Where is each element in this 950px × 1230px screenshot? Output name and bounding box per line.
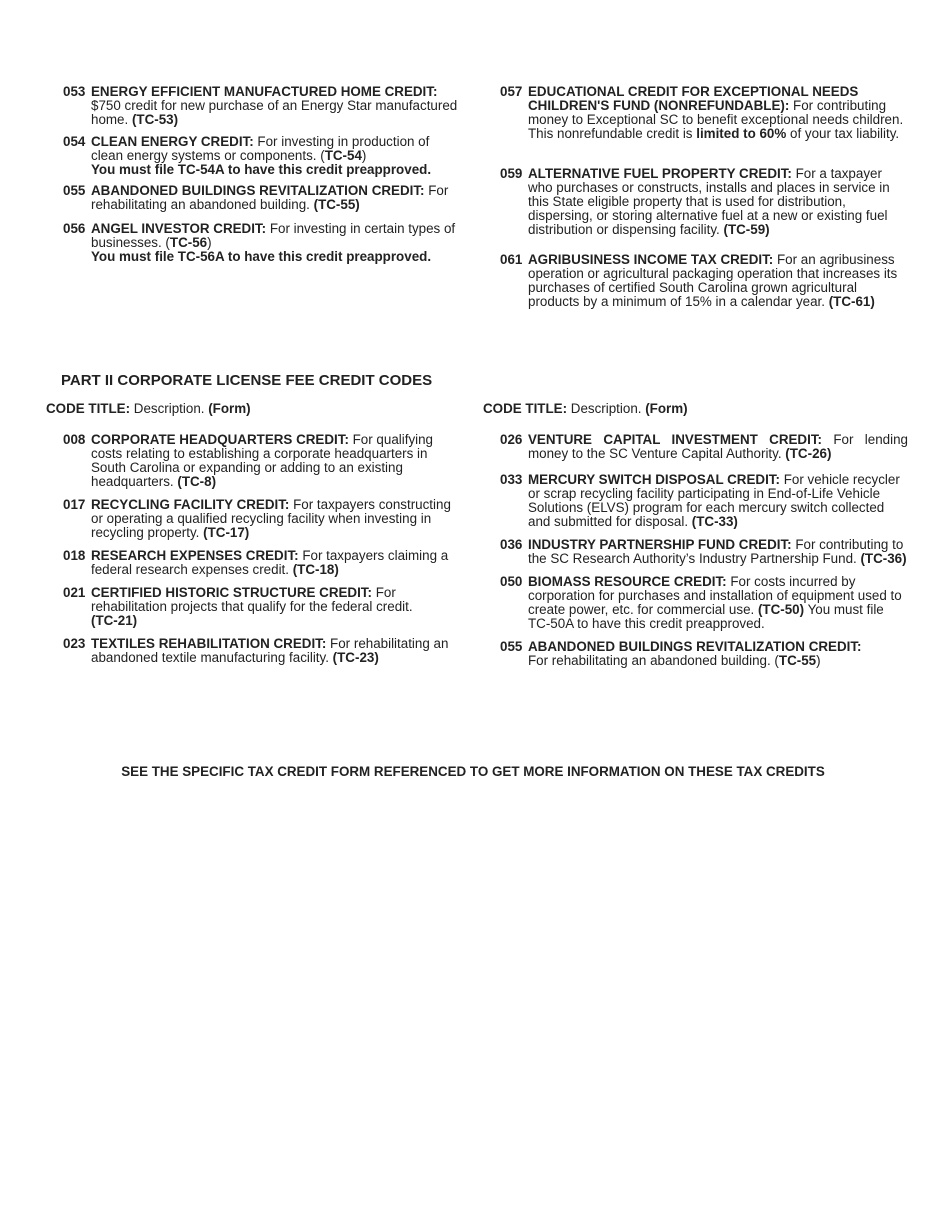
- credit-form: (TC-55): [313, 197, 360, 212]
- credit-title: ABANDONED BUILDINGS REVITALIZATION CREDIT:: [528, 639, 862, 654]
- credit-description-after: You must file TC-50A to have this credit preapproved.: [528, 602, 884, 631]
- part1-right-column: [500, 85, 908, 309]
- credit-code: 036: [500, 537, 523, 552]
- credit-code: 021: [63, 585, 86, 600]
- credit-entry-053: [63, 85, 463, 127]
- credit-emphasis: limited to 60%: [696, 126, 787, 141]
- credit-description: $750 credit for new purchase of an Energy Star manufactured home.: [91, 98, 458, 127]
- part2-left-column: [63, 433, 463, 665]
- credit-code: 026: [500, 432, 523, 447]
- credit-title: MERCURY SWITCH DISPOSAL CREDIT:: [528, 472, 780, 487]
- credit-description: For investing in certain types of businesses. (: [91, 221, 456, 250]
- credit-title: ABANDONED BUILDINGS REVITALIZATION CREDIT:: [91, 183, 425, 198]
- credit-title: BIOMASS RESOURCE CREDIT:: [528, 574, 727, 589]
- credit-description: For costs incurred by corporation for purchases and installation of equipment used to create power, etc. for commercial use.: [528, 574, 902, 617]
- credit-entry-008: [63, 433, 463, 489]
- code-title-label: CODE TITLE:: [483, 401, 568, 416]
- part2-right-column: [500, 433, 908, 668]
- credit-description: For an agribusiness operation or agricultural packaging operation that increases its purchases of certified South Carolina grown agricultural products by a minimum of 15% in a calendar year.: [528, 252, 898, 309]
- credit-description: For vehicle recycler or scrap recycling facility participating in End-of-Life Vehicle Solutions (ELVS) program for each mercury switch collected and submitted for disposal.: [528, 472, 900, 529]
- credit-description: For taxpayers constructing or operating a qualified recycling facility when investing in recycling property.: [91, 497, 451, 540]
- credit-form: (TC-61): [828, 294, 875, 309]
- credit-description: For contributing to the SC Research Authority’s Industry Partnership Fund.: [528, 537, 904, 566]
- credit-entry-026: [500, 433, 908, 461]
- credit-form: TC-55: [778, 653, 817, 668]
- credit-code: 008: [63, 432, 86, 447]
- credit-code: 054: [63, 134, 86, 149]
- credit-description-after: ): [361, 148, 367, 163]
- credit-entry-056: [63, 222, 463, 264]
- credit-title: RECYCLING FACILITY CREDIT:: [91, 497, 290, 512]
- credit-title: ALTERNATIVE FUEL PROPERTY CREDIT:: [528, 166, 792, 181]
- credit-form: (TC-50): [757, 602, 805, 617]
- footer-note: SEE THE SPECIFIC TAX CREDIT FORM REFERENCED TO GET MORE INFORMATION ON THESE TAX CREDITS: [121, 764, 825, 779]
- credit-entry-023: [63, 637, 463, 665]
- code-title-header-right: [483, 402, 688, 416]
- credit-description: For rehabilitating an abandoned building. (: [528, 653, 779, 668]
- credit-description: For contributing money to Exceptional SC to benefit exceptional needs children. This nonrefundable credit is: [528, 98, 904, 141]
- credit-title: ANGEL INVESTOR CREDIT:: [91, 221, 267, 236]
- credit-form: (TC-53): [131, 112, 179, 127]
- credit-form: (TC-23): [332, 650, 379, 665]
- credit-title: VENTURE CAPITAL INVESTMENT CREDIT:: [528, 432, 822, 447]
- credit-description-after: ): [207, 235, 212, 250]
- credit-entry-036: [500, 538, 908, 566]
- credit-form: (TC-59): [723, 222, 770, 237]
- credit-description: For a taxpayer who purchases or constructs, installs and places in service in this State eligible property that is used for distribution, dispersing, or storing alternative fuel at a new or existing fuel distribution or dispensing facility.: [528, 166, 890, 237]
- description-label: Description.: [130, 401, 209, 416]
- credit-form: (TC-18): [292, 562, 339, 577]
- credit-note: You must file TC-56A to have this credit preapproved.: [91, 249, 432, 264]
- credit-title: INDUSTRY PARTNERSHIP FUND CREDIT:: [528, 537, 792, 552]
- credit-description: For investing in production of clean energy systems or components. (: [91, 134, 430, 163]
- credit-title: ENERGY EFFICIENT MANUFACTURED HOME CREDIT:: [91, 84, 438, 99]
- credit-entry-055: [63, 184, 463, 212]
- form-label: (Form): [645, 401, 688, 416]
- credit-code: 018: [63, 548, 86, 563]
- credit-code: 053: [63, 84, 86, 99]
- credit-entry-033: [500, 473, 908, 529]
- credit-code: 023: [63, 636, 86, 651]
- credit-form: (TC-17): [203, 525, 250, 540]
- credit-title: CORPORATE HEADQUARTERS CREDIT:: [91, 432, 349, 447]
- credit-form: TC-56: [169, 235, 208, 250]
- credit-form: (TC-36): [860, 551, 907, 566]
- credit-form: (TC-33): [691, 514, 738, 529]
- credit-description: For lending money to the SC Venture Capital Authority.: [528, 432, 908, 461]
- credit-form: TC-54: [324, 148, 362, 163]
- credit-code: 033: [500, 472, 523, 487]
- credit-code: 017: [63, 497, 86, 512]
- part1-left-column: [63, 85, 463, 264]
- credit-title: CERTIFIED HISTORIC STRUCTURE CREDIT:: [91, 585, 372, 600]
- credit-entry-018: [63, 549, 463, 577]
- credit-code: 055: [63, 183, 86, 198]
- credit-description: For rehabilitation projects that qualify for the federal credit.: [91, 585, 413, 614]
- credit-title: TEXTILES REHABILITATION CREDIT:: [91, 636, 327, 651]
- credit-entry-021: [63, 586, 463, 628]
- credit-description: For rehabilitating an abandoned textile manufacturing facility.: [91, 636, 449, 665]
- code-title-label: CODE TITLE:: [46, 401, 131, 416]
- credit-form: (TC-21): [91, 613, 138, 628]
- credit-code: 057: [500, 84, 523, 99]
- part2-title: PART II CORPORATE LICENSE FEE CREDIT CODES: [61, 372, 433, 389]
- credit-code: 050: [500, 574, 523, 589]
- credit-entry-054: [63, 135, 463, 177]
- credit-entry-055-corporate: [500, 640, 908, 668]
- credit-description: For rehabilitating an abandoned building.: [91, 183, 449, 212]
- credit-code: 056: [63, 221, 86, 236]
- credit-description: For qualifying costs relating to establishing a corporate headquarters in South Carolina or expanding or adding to an existing headquarters.: [91, 432, 434, 489]
- credit-entry-061: [500, 253, 908, 309]
- credit-code: 061: [500, 252, 523, 267]
- credit-code: 055: [500, 639, 523, 654]
- credit-entry-059: [500, 167, 908, 237]
- credit-title: RESEARCH EXPENSES CREDIT:: [91, 548, 299, 563]
- credit-description-after: of your tax liability.: [786, 126, 900, 141]
- form-label: (Form): [208, 401, 251, 416]
- credit-title: EDUCATIONAL CREDIT FOR EXCEPTIONAL NEEDS CHILDREN'S FUND (NONREFUNDABLE):: [528, 84, 859, 113]
- credit-entry-050: [500, 575, 908, 631]
- credit-title: CLEAN ENERGY CREDIT:: [91, 134, 254, 149]
- credit-form: (TC-8): [177, 474, 217, 489]
- credit-entry-017: [63, 498, 463, 540]
- credit-title: AGRIBUSINESS INCOME TAX CREDIT:: [528, 252, 774, 267]
- credit-description-after: ): [816, 653, 821, 668]
- credit-description: For taxpayers claiming a federal research expenses credit.: [91, 548, 449, 577]
- description-label: Description.: [567, 401, 646, 416]
- code-title-header-left: [46, 402, 251, 416]
- credit-note: You must file TC-54A to have this credit preapproved.: [91, 162, 432, 177]
- credit-form: (TC-26): [785, 446, 832, 461]
- credit-code: 059: [500, 166, 523, 181]
- credit-entry-057: [500, 85, 908, 141]
